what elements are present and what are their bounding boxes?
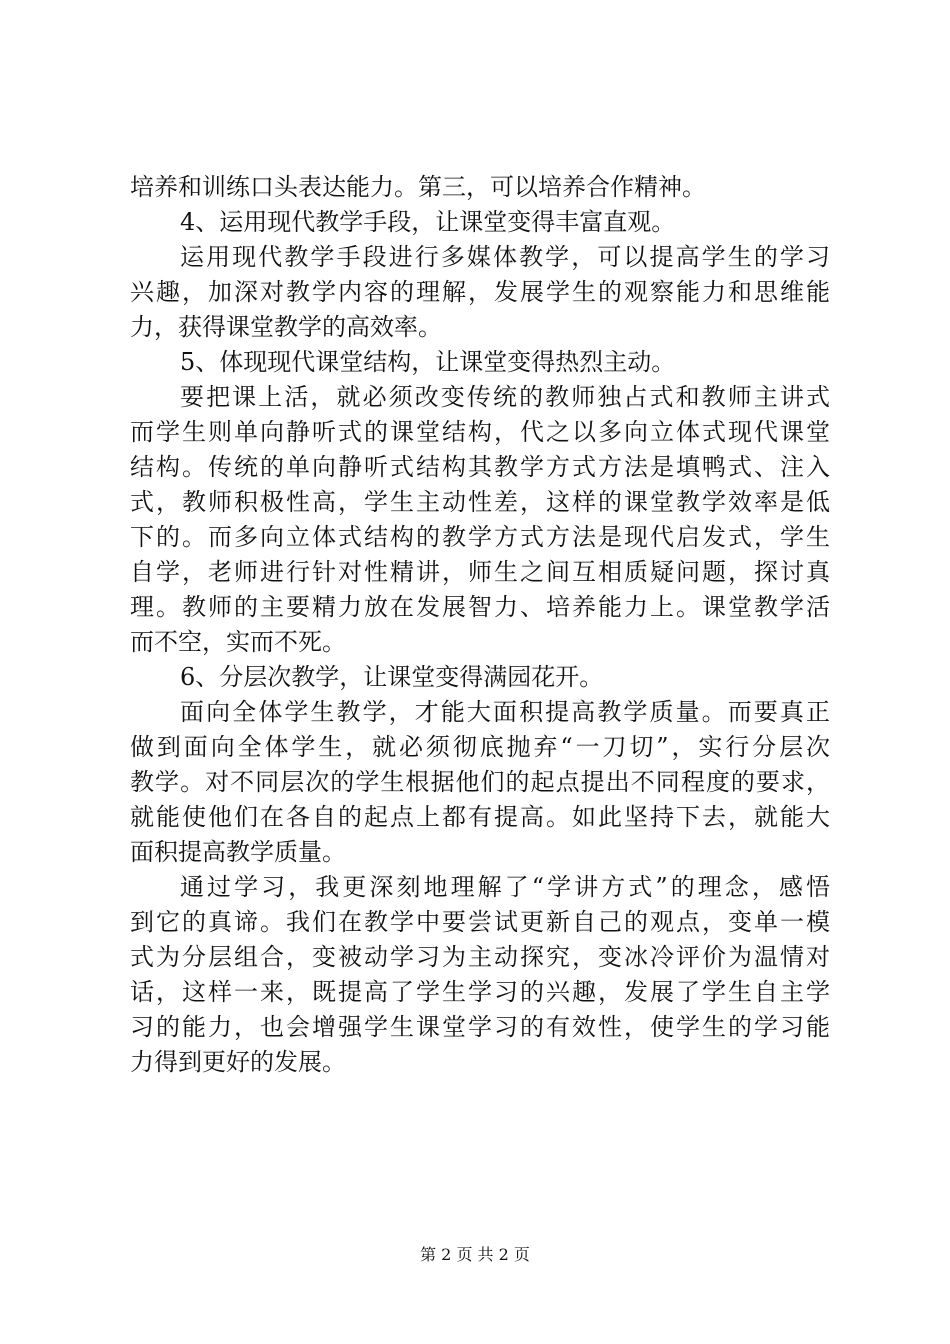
paragraph-line: 而学生则单向静听式的课堂结构，代之以多向立体式现代课堂: [130, 418, 830, 446]
section-heading: 5、体现现代课堂结构，让课堂变得热烈主动。: [180, 348, 676, 376]
section-heading: 6、分层次教学，让课堂变得满园花开。: [180, 663, 604, 691]
paragraph-line: 兴趣，加深对教学内容的理解，发展学生的观察能力和思维能: [130, 278, 830, 306]
paragraph-line: 下的。而多向立体式结构的教学方式方法是现代启发式，学生: [130, 523, 830, 551]
paragraph-line: 理。教师的主要精力放在发展智力、培养能力上。课堂教学活: [130, 593, 830, 621]
paragraph-line: 运用现代教学手段进行多媒体教学，可以提高学生的学习: [180, 243, 830, 271]
paragraph-line: 到它的真谛。我们在教学中要尝试更新自己的观点，变单一模: [130, 908, 830, 936]
paragraph-line: 自学，老师进行针对性精讲，师生之间互相质疑问题，探讨真: [130, 558, 830, 586]
page-footer: 第 2 页 共 2 页: [420, 1245, 530, 1264]
paragraph-line: 力，获得课堂教学的高效率。: [130, 313, 442, 341]
paragraph-line: 式，教师积极性高，学生主动性差，这样的课堂教学效率是低: [130, 488, 830, 516]
paragraph-line: 教学。对不同层次的学生根据他们的起点提出不同程度的要求，: [130, 768, 830, 796]
document-body: [130, 170, 830, 1080]
paragraph-line: 力得到更好的发展。: [130, 1048, 346, 1076]
paragraph-line: 通过学习，我更深刻地理解了“学讲方式”的理念，感悟: [180, 873, 830, 901]
paragraph-line: 式为分层组合，变被动学习为主动探究，变冰冷评价为温情对: [130, 943, 830, 971]
paragraph-line: 要把课上活，就必须改变传统的教师独占式和教师主讲式: [180, 383, 830, 411]
section-heading: 4、运用现代教学手段，让课堂变得丰富直观。: [180, 208, 676, 236]
paragraph-line: 面积提高教学质量。: [130, 838, 346, 866]
paragraph-line: 面向全体学生教学，才能大面积提高教学质量。而要真正: [180, 698, 830, 726]
paragraph-line: 做到面向全体学生，就必须彻底抛弃“一刀切”，实行分层次: [130, 733, 830, 761]
paragraph-line: 习的能力，也会增强学生课堂学习的有效性，使学生的学习能: [130, 1013, 830, 1041]
paragraph-line: 结构。传统的单向静听式结构其教学方式方法是填鸭式、注入: [130, 453, 830, 481]
paragraph-line: 而不空，实而不死。: [130, 628, 346, 656]
paragraph-line: 话，这样一来，既提高了学生学习的兴趣，发展了学生自主学: [130, 978, 830, 1006]
paragraph-line: 培养和训练口头表达能力。第三，可以培养合作精神。: [130, 173, 706, 201]
paragraph-line: 就能使他们在各自的起点上都有提高。如此坚持下去，就能大: [130, 803, 830, 831]
